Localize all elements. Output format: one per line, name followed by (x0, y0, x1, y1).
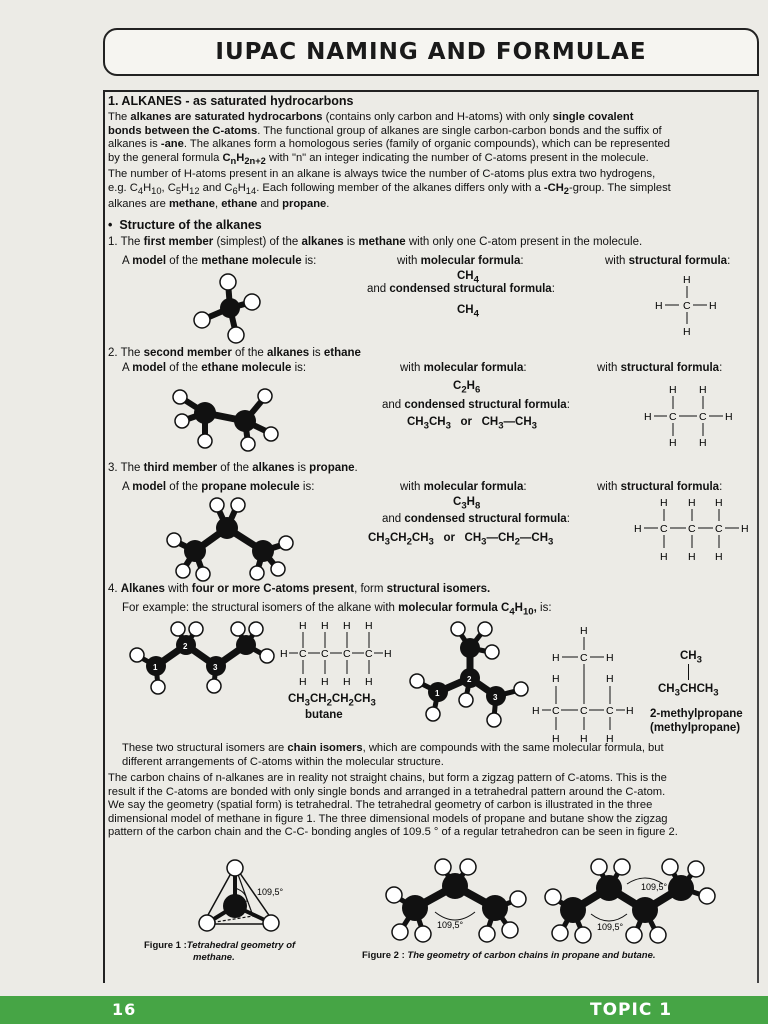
propane-with-structural: with structural formula: (597, 481, 723, 493)
fig2-butane-angle-upper: 109,5° (641, 882, 668, 892)
chain-line: different arrangements of C-atoms within the molecular structure. (122, 755, 444, 768)
svg-text:C: C (699, 411, 707, 423)
item1-text: 1. The first member (simplest) of the alkanes is methane with only one C-atom present in the molecule. (108, 236, 643, 248)
item1-model: A model of the methane molecule is: (122, 255, 317, 267)
svg-text:C: C (321, 648, 329, 660)
svg-text:H: H (552, 733, 560, 745)
svg-text:3: 3 (213, 663, 218, 672)
figure2-caption: Figure 2 : The geometry of carbon chains in propane and butane. (362, 950, 656, 961)
svg-text:C: C (669, 411, 677, 423)
svg-text:C: C (688, 523, 696, 535)
svg-text:H: H (699, 384, 707, 396)
svg-text:H: H (299, 676, 307, 688)
figure1-tetrahedral-methane (195, 858, 305, 938)
methylpropane-model (408, 620, 533, 730)
page-title: IUPAC NAMING AND FORMULAE (215, 39, 647, 65)
figure1-caption: Figure 1 :Tetrahedral geometry of (144, 940, 296, 951)
figure2-propane-model (385, 858, 535, 943)
svg-text:H: H (343, 620, 351, 632)
svg-text:H: H (552, 652, 560, 664)
item2-model: A model of the ethane molecule is: (122, 362, 307, 374)
svg-text:H: H (365, 676, 373, 688)
item2-text: 2. The second member of the alkanes is ethane (108, 347, 361, 359)
svg-text:H: H (384, 648, 392, 660)
svg-text:1: 1 (435, 689, 440, 698)
ethane-model (170, 383, 280, 453)
svg-text:H: H (683, 326, 691, 338)
svg-text:H: H (683, 274, 691, 286)
svg-text:C: C (299, 648, 307, 660)
intro-line: alkanes are methane, ethane and propane. (108, 198, 330, 211)
methylpropane-alt-name: (methylpropane) (650, 722, 741, 734)
figure1-caption-line2: methane. (193, 952, 235, 963)
svg-text:H: H (655, 300, 663, 312)
svg-text:H: H (626, 705, 634, 717)
svg-text:H: H (532, 705, 540, 717)
propane-condensed-label: and condensed structural formula: (382, 513, 570, 525)
svg-text:H: H (343, 676, 351, 688)
svg-text:H: H (280, 648, 288, 660)
svg-text:H: H (321, 620, 329, 632)
methane-model (190, 272, 270, 347)
methylpropane-name: 2-methylpropane (650, 708, 743, 720)
svg-text:C: C (606, 705, 614, 717)
zigzag-line: result if the C-atoms are bonded with only single bonds and arranged in a tetrahedral pattern around the C-atom. (108, 785, 666, 798)
ethane-condensed-formula: $CH_3CH_3$ or $CH_3—CH_3$ (407, 416, 537, 432)
zigzag-line: The carbon chains of n-alkanes are in reality not straight chains, but form a zigzag pattern of C-atoms. This is the (108, 772, 667, 784)
svg-text:H: H (321, 676, 329, 688)
svg-text:H: H (606, 673, 614, 685)
zigzag-paragraph (108, 772, 678, 840)
propane-model (165, 496, 295, 580)
svg-text:C: C (715, 523, 723, 535)
butane-condensed-formula: $CH_3CH_2CH_2CH_3$ (288, 693, 376, 709)
topic-label: TOPIC 1 (590, 1000, 673, 1020)
ethane-structural-formula (642, 382, 742, 452)
fig1-angle-label: 109,5° (257, 887, 284, 897)
methylpropane-condensed-formula: $CH_3CHCH_3$ (658, 683, 719, 699)
page-number: 16 (112, 1000, 137, 1019)
svg-text:C: C (365, 648, 373, 660)
intro-line: The number of H-atoms present in an alkane is always twice the number of C-atoms plus extra two hydrogens, (108, 168, 656, 181)
svg-text:H: H (715, 497, 723, 509)
methane-structural-formula (650, 272, 730, 342)
svg-text:H: H (580, 625, 588, 637)
svg-text:H: H (580, 733, 588, 745)
ethane-with-structural: with structural formula: (597, 362, 723, 374)
intro-paragraph (108, 111, 671, 212)
svg-text:C: C (683, 300, 691, 312)
zigzag-line: pattern of the carbon chain and the C-C- bonding angles of 109.5 ° of a regular tetrahedron can be seen in figure 2. (108, 826, 678, 838)
intro-line: e.g. $C_4H_{10}$, $C_5H_{12}$ and $C_6H_{14}$. Each following member of the alkanes differs only with a $-CH_2$-group. The simplest (108, 181, 671, 196)
methane-condensed-label: and condensed structural formula: (367, 283, 555, 295)
chain-line: These two structural isomers are chain isomers, which are compounds with the same molecular formula, but (122, 742, 664, 754)
svg-text:H: H (699, 437, 707, 449)
svg-text:H: H (552, 673, 560, 685)
zigzag-line: We say the geometry (spatial form) is tetrahedral. The tetrahedral geometry of carbon is illustrated in the three (108, 799, 653, 811)
svg-text:C: C (660, 523, 668, 535)
ethane-with-molecular: with molecular formula: (400, 362, 527, 374)
butane-model (128, 620, 278, 695)
ethane-condensed-label: and condensed structural formula: (382, 399, 570, 411)
methane-with-molecular: with molecular formula: (397, 255, 524, 267)
title-box (103, 28, 759, 76)
methylpropane-branch: $CH_3$ (680, 650, 702, 666)
methylpropane-structural-formula (530, 622, 645, 750)
item3-model: A model of the propane molecule is: (122, 481, 315, 493)
zigzag-line: dimensional model of methane in figure 1. The three dimensional models of propane and butane show the zigzag (108, 812, 668, 825)
section-heading: 1. ALKANES - as saturated hydrocarbons (108, 94, 354, 108)
svg-text:H: H (660, 497, 668, 509)
fig2-propane-angle: 109,5° (437, 920, 464, 930)
svg-text:H: H (660, 551, 668, 563)
svg-text:H: H (741, 523, 749, 535)
item4-example: For example: the structural isomers of the alkane with molecular formula $C_4H_{10}$, is: (122, 602, 552, 618)
intro-line: The alkanes are saturated hydrocarbons (contains only carbon and H-atoms) with only single covalent (108, 111, 634, 123)
svg-text:2: 2 (467, 675, 472, 684)
branch-bond (688, 664, 689, 680)
intro-line: bonds between the C-atoms. The functional group of alkanes are single carbon-carbon bonds and the suffix of (108, 124, 662, 137)
svg-text:H: H (688, 497, 696, 509)
propane-structural-formula (618, 494, 753, 566)
svg-text:H: H (634, 523, 642, 535)
svg-text:H: H (725, 411, 733, 423)
butane-name: butane (305, 709, 343, 721)
butane-structural-formula (278, 618, 408, 690)
svg-text:H: H (606, 652, 614, 664)
svg-text:2: 2 (183, 642, 188, 651)
structure-heading: • Structure of the alkanes (108, 218, 262, 232)
svg-text:H: H (299, 620, 307, 632)
propane-with-molecular: with molecular formula: (400, 481, 527, 493)
propane-molecular-formula: $C_3H_8$ (453, 496, 481, 512)
figure2-butane-model (545, 858, 725, 943)
svg-text:H: H (669, 384, 677, 396)
svg-text:C: C (552, 705, 560, 717)
item3-text: 3. The third member of the alkanes is propane. (108, 462, 358, 474)
intro-line: by the general formula $C_nH_{2n+2}$ with "n" an integer indicating the number of C-atoms present in the molecule. (108, 151, 649, 166)
svg-text:H: H (715, 551, 723, 563)
svg-text:H: H (644, 411, 652, 423)
chain-isomers-paragraph (122, 742, 664, 769)
intro-line: alkanes is -ane. The alkanes form a homologous series (family of organic compounds), which can be represented (108, 138, 670, 150)
svg-text:H: H (709, 300, 717, 312)
methane-molecular-formula: $CH_4$ (457, 270, 479, 286)
methane-with-structural: with structural formula: (605, 255, 731, 267)
svg-text:C: C (580, 652, 588, 664)
svg-text:H: H (688, 551, 696, 563)
ethane-molecular-formula: $C_2H_6$ (453, 380, 481, 396)
svg-text:H: H (606, 733, 614, 745)
svg-text:H: H (669, 437, 677, 449)
item4-text: 4. Alkanes with four or more C-atoms present, form structural isomers. (108, 583, 491, 595)
propane-condensed-formula: $CH_3CH_2CH_3$ or $CH_3—CH_2—CH_3$ (368, 532, 554, 548)
svg-text:C: C (343, 648, 351, 660)
svg-text:3: 3 (493, 693, 498, 702)
fig2-butane-angle-lower: 109,5° (597, 922, 624, 932)
svg-text:H: H (365, 620, 373, 632)
svg-text:C: C (580, 705, 588, 717)
svg-text:1: 1 (153, 663, 158, 672)
methane-condensed-formula: $CH_4$ (457, 304, 479, 320)
